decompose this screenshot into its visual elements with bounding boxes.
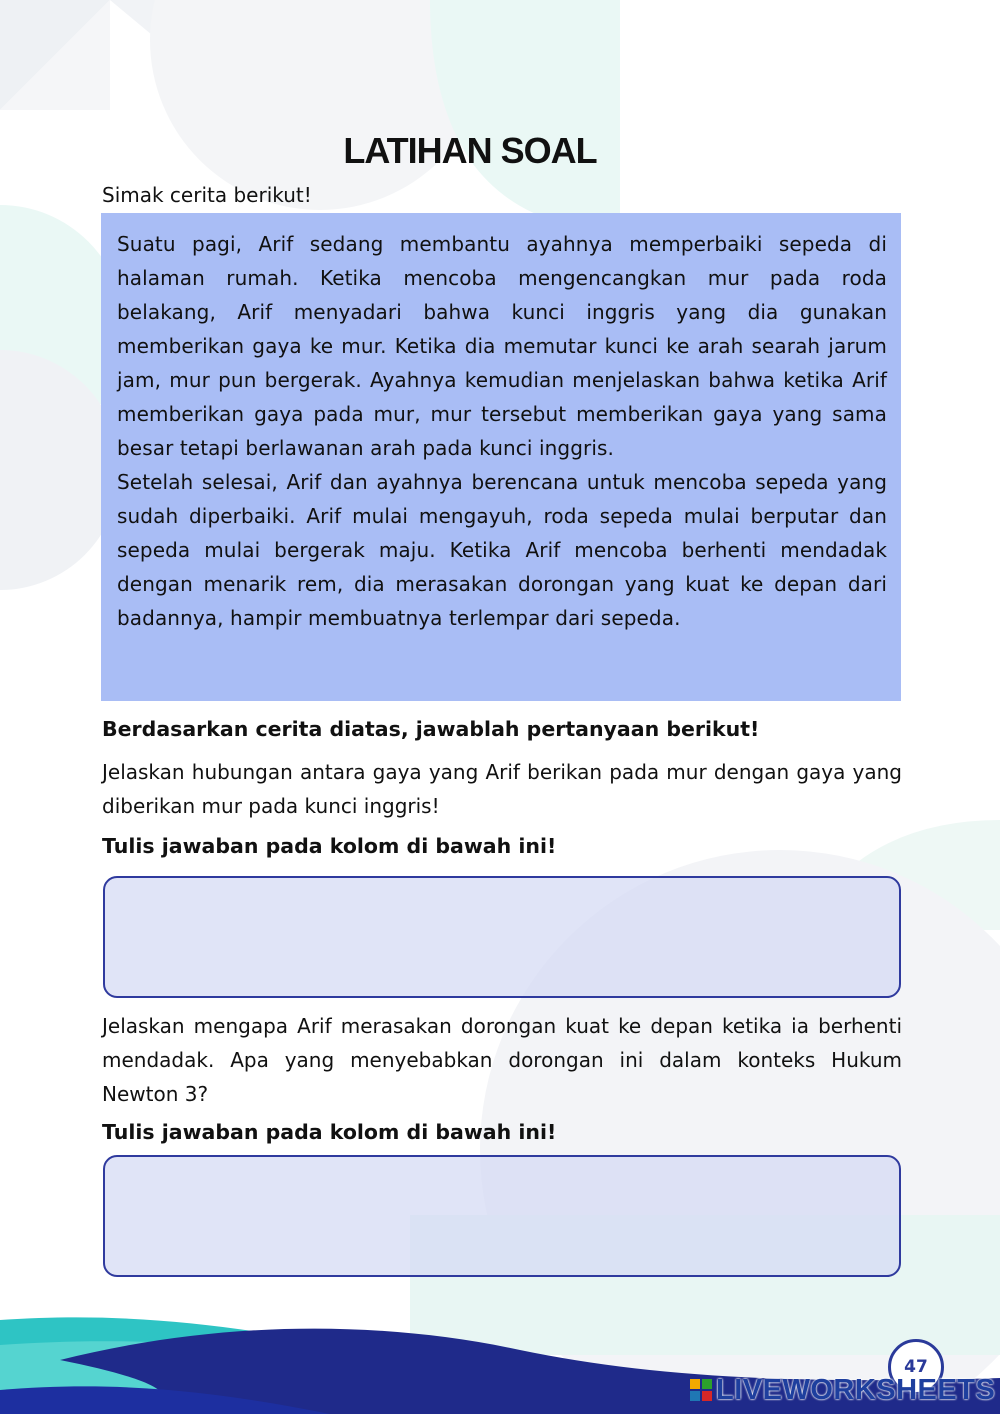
brand-name: LIVEWORKSHEETS [716,1373,996,1406]
story-paragraph: Setelah selesai, Arif dan ayahnya berencana untuk mencoba sepeda yang sudah diperbaiki. Arif mulai mengayuh, roda sepeda mulai berputar dan sepeda mulai bergerak maju. Ketika Arif mencoba berhenti mendadak dengan menarik rem, dia merasakan dorongan yang kuat ke depan dari badannya, hampir membuatnya terlempar dari sepeda. [117,470,887,630]
question-1-text: Jelaskan hubungan antara gaya yang Arif berikan pada mur dengan gaya yang diberikan mur pada kunci inggris! [102,760,902,818]
answer-prompt-1: Tulis jawaban pada kolom di bawah ini! [102,834,557,858]
page-title: LATIHAN SOAL [343,130,597,172]
story-paragraph: Suatu pagi, Arif sedang membantu ayahnya memperbaiki sepeda di halaman rumah. Ketika mencoba mengencangkan mur pada roda belakang, Arif menyadari bahwa kunci inggris yang dia gunakan memberikan gaya ke mur. Ketika dia memutar kunci ke arah searah jarum jam, mur pun bergerak. Ayahnya kemudian menjelaskan bahwa ketika Arif memberikan gaya pada mur, mur tersebut memberikan gaya yang sama besar tetapi berlawanan arah pada kunci inggris. [117,232,887,460]
brand-watermark [690,1372,995,1408]
intro-text: Simak cerita berikut! [102,183,312,207]
instruction-text: Berdasarkan cerita diatas, jawablah pertanyaan berikut! [102,717,760,741]
answer-prompt-2: Tulis jawaban pada kolom di bawah ini! [102,1120,557,1144]
liveworksheets-logo-icon [690,1379,712,1401]
question-2-text: Jelaskan mengapa Arif merasakan dorongan kuat ke depan ketika ia berhenti mendadak. Apa yang menyebabkan dorongan ini dalam konteks Hukum Newton 3? [102,1014,902,1106]
story-box [101,213,901,701]
page-number: 47 [888,1339,944,1395]
answer-field-1[interactable] [103,876,901,998]
answer-field-2[interactable] [103,1155,901,1277]
